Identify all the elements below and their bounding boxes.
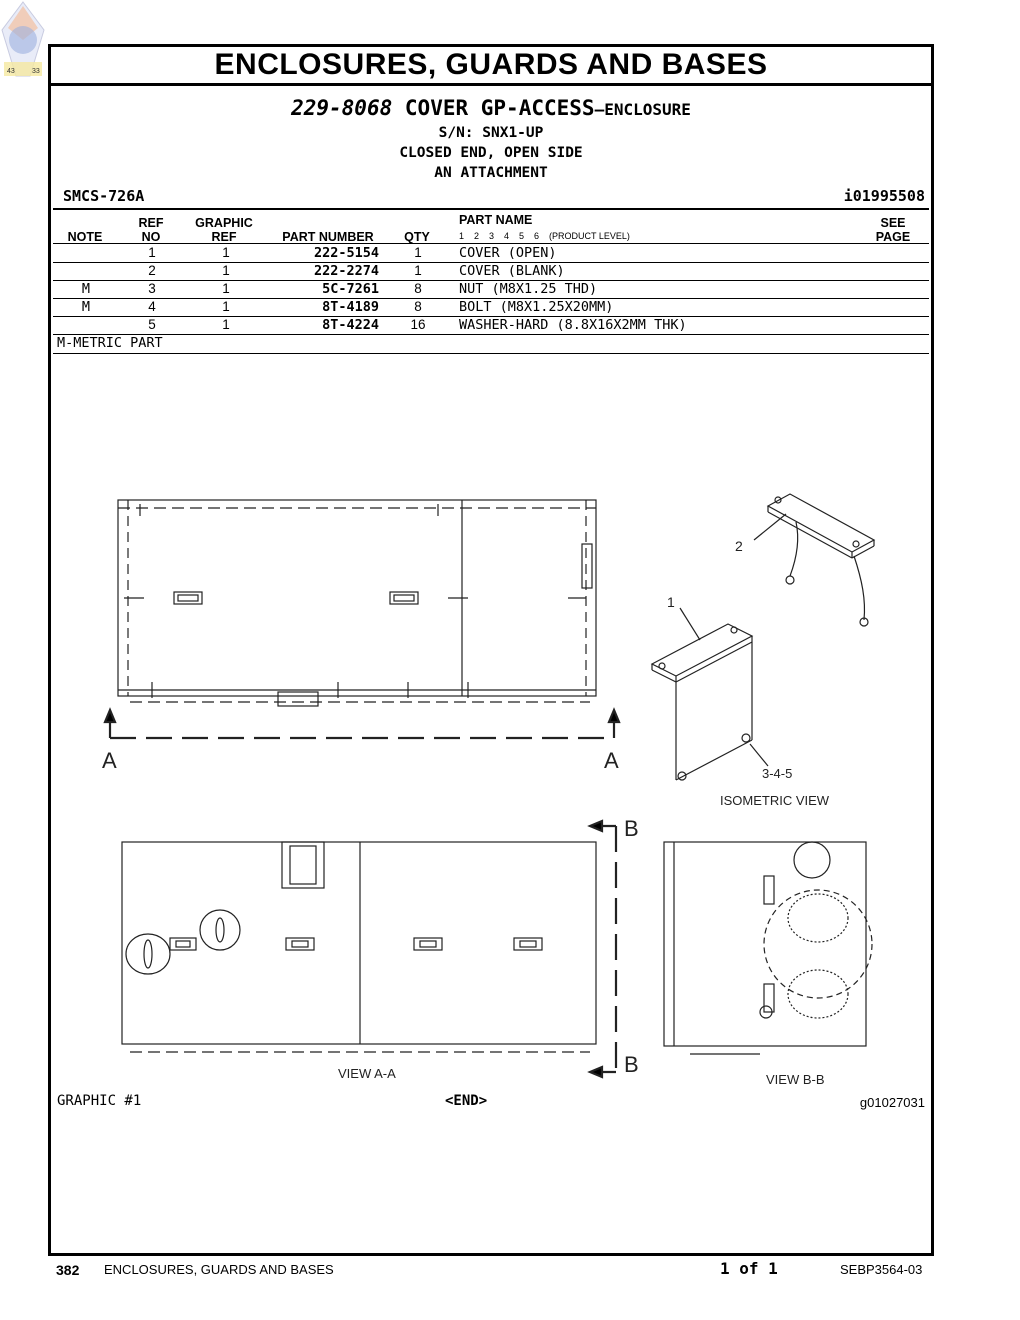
cell-graphic: 1 (222, 299, 230, 314)
cell-name: COVER (BLANK) (459, 263, 565, 279)
cell-ref: 5 (148, 317, 156, 332)
group-part-title: COVER GP-ACCESS (404, 96, 595, 120)
cell-graphic: 1 (222, 245, 230, 260)
smcs-code: SMCS-726A (63, 187, 145, 205)
cell-ref: 1 (148, 245, 156, 260)
cell-ref: 2 (148, 263, 156, 278)
header-line-2: CLOSED END, OPEN SIDE (399, 145, 583, 161)
callout-3-4-5: 3-4-5 (762, 766, 793, 781)
page-of: 1 of 1 (720, 1259, 778, 1278)
logo-left-number: 43 (7, 68, 15, 75)
end-marker: <END> (445, 1093, 488, 1109)
table-row (53, 316, 929, 335)
col-part-number: PART NUMBER (282, 230, 374, 244)
cell-name: BOLT (M8X1.25X20MM) (459, 299, 614, 315)
publisher-logo (0, 0, 46, 80)
cell-ref: 3 (148, 281, 156, 296)
view-a-a-label: VIEW A-A (338, 1066, 396, 1081)
col-ref-no-2: NO (141, 230, 161, 244)
cell-qty: 1 (414, 245, 422, 260)
cell-qty: 1 (414, 263, 422, 278)
logo-right-number: 33 (32, 68, 40, 75)
metric-note-row (53, 334, 929, 354)
callout-2: 2 (735, 538, 743, 554)
col-graphic-ref-1: GRAPHIC (195, 216, 253, 230)
section-a-left-label: A (102, 748, 117, 773)
group-part-subtitle: —ENCLOSURE (594, 100, 691, 119)
view-b-b-label: VIEW B-B (766, 1072, 825, 1087)
col-part-name: PART NAME (459, 213, 533, 227)
cell-note: M (81, 281, 91, 297)
table-top-rule (53, 208, 929, 210)
cell-part-number: 222-5154 (313, 245, 379, 261)
cell-note: M (81, 299, 91, 315)
col-product-levels: 1 2 3 4 5 6 (PRODUCT LEVEL) (459, 231, 630, 241)
cell-qty: 8 (414, 281, 422, 296)
part-title-line (51, 95, 931, 123)
col-ref-no-1: REF (138, 216, 164, 230)
group-part-number: 229-8068 (291, 96, 393, 120)
table-row (53, 298, 929, 317)
section-b-top-label: B (624, 816, 639, 841)
part-header (51, 95, 931, 183)
cell-name: WASHER-HARD (8.8X16X2MM THK) (459, 317, 687, 333)
table-row (53, 280, 929, 299)
col-graphic-ref-2: REF (211, 230, 237, 244)
footer-section: ENCLOSURES, GUARDS AND BASES (104, 1262, 334, 1277)
metric-note: M-METRIC PART (57, 335, 163, 351)
cell-qty: 16 (410, 317, 426, 332)
serial-number: S/N: SNX1-UP (438, 125, 544, 141)
cell-qty: 8 (414, 299, 422, 314)
header-line-3: AN ATTACHMENT (434, 165, 548, 181)
cell-name: COVER (OPEN) (459, 245, 557, 261)
cell-graphic: 1 (222, 263, 230, 278)
isometric-view-label: ISOMETRIC VIEW (720, 793, 830, 808)
doc-number: SEBP3564-03 (840, 1262, 923, 1277)
section-b-bottom-label: B (624, 1052, 639, 1077)
page-frame (48, 44, 934, 1256)
cell-graphic: 1 (222, 281, 230, 296)
table-row (53, 244, 929, 263)
section-a-right-label: A (604, 748, 619, 773)
cell-part-number: 222-2274 (313, 263, 379, 279)
col-note: NOTE (67, 230, 103, 244)
section-title: ENCLOSURES, GUARDS AND BASES (51, 47, 931, 86)
table-row (53, 262, 929, 281)
page-number: 382 (56, 1262, 80, 1278)
info-id: i01995508 (843, 187, 925, 205)
col-see-page-2: PAGE (875, 230, 911, 244)
cell-name: NUT (M8X1.25 THD) (459, 281, 598, 297)
callout-1: 1 (667, 594, 675, 610)
cell-part-number: 5C-7261 (322, 281, 379, 297)
cell-part-number: 8T-4224 (322, 317, 379, 333)
col-see-page-1: SEE (880, 216, 906, 230)
cell-graphic: 1 (222, 317, 230, 332)
graphic-label: GRAPHIC #1 (57, 1093, 142, 1109)
cell-ref: 4 (148, 299, 156, 314)
graphic-id: g01027031 (859, 1095, 925, 1110)
cell-part-number: 8T-4189 (322, 299, 379, 315)
col-qty: QTY (404, 230, 430, 244)
